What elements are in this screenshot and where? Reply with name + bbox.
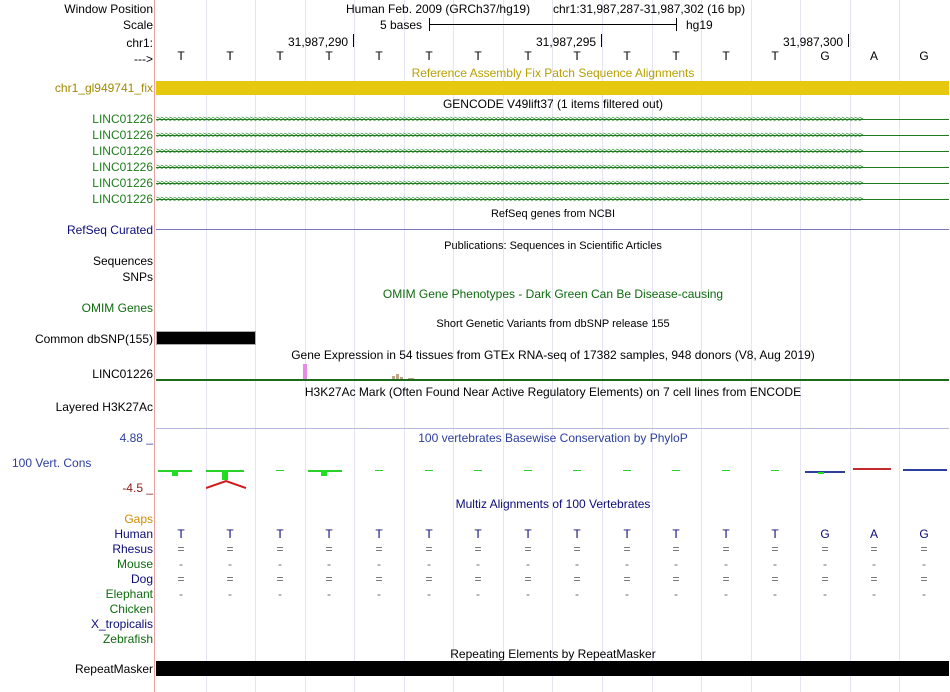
multiz-base: - xyxy=(872,587,876,601)
coord-label: 31,987,300 xyxy=(783,35,844,49)
h3k27ac-label[interactable]: Layered H3K27Ac xyxy=(55,400,153,414)
multiz-base: = xyxy=(226,542,234,556)
base-letter: T xyxy=(177,49,185,63)
multiz-base: - xyxy=(327,587,331,601)
multiz-base: - xyxy=(823,587,827,601)
gencode-strand-chevrons: >>>>>>>>>>>>>>>>>>>>>>>>>>>>>>>>>>>>>>>>>>>>>>>>>>>>>>>>>>>>>>>>>>>>>>>>>>>>>>>>>>>>>>>>>>>>>>>>>>>>>>>>>>>>>>>>>>>>>>>>>>>>>>>>>>>>>>>>>>>>>>>>>>>>>>>>>>>>>>>>>>>>>> xyxy=(156,115,863,124)
gencode-gene-label[interactable]: LINC01226 xyxy=(92,144,153,158)
base-letter: T xyxy=(474,49,482,63)
base-letter: T xyxy=(573,49,581,63)
multiz-base: = xyxy=(325,572,333,586)
coord-label: 31,987,295 xyxy=(536,35,597,49)
h3k27ac-title[interactable]: H3K27Ac Mark (Often Found Near Active Regulatory Elements) on 7 cell lines from ENCODE xyxy=(304,385,802,399)
multiz-base: - xyxy=(625,557,629,571)
phylop-baseline-dash xyxy=(474,470,482,471)
multiz-base: = xyxy=(524,542,532,556)
multiz-species-label[interactable]: Rhesus xyxy=(112,542,153,556)
base-letter: G xyxy=(919,49,929,63)
multiz-base: = xyxy=(573,542,581,556)
multiz-base: = xyxy=(920,542,928,556)
base-letter: T xyxy=(524,49,532,63)
gencode-gene-label[interactable]: LINC01226 xyxy=(92,160,153,174)
multiz-base: - xyxy=(377,557,381,571)
multiz-base: = xyxy=(276,542,284,556)
multiz-base: - xyxy=(872,557,876,571)
repeatmasker-label[interactable]: RepeatMasker xyxy=(74,662,153,676)
base-letter: T xyxy=(771,49,779,63)
gtex-gene-line xyxy=(156,379,949,381)
multiz-base: - xyxy=(228,587,232,601)
publications-label[interactable]: SNPs xyxy=(122,270,153,284)
multiz-base: = xyxy=(821,572,829,586)
multiz-base: - xyxy=(575,557,579,571)
position-readout: chr1:31,987,287-31,987,302 (16 bp) xyxy=(553,2,746,16)
gencode-gene-label[interactable]: LINC01226 xyxy=(92,128,153,142)
label-divider xyxy=(154,0,155,692)
phylop-negative-bar xyxy=(903,469,947,471)
multiz-species-label[interactable]: Zebrafish xyxy=(102,632,153,646)
multiz-base: T xyxy=(425,527,433,541)
multiz-species-label[interactable]: X_tropicalis xyxy=(90,617,153,631)
gencode-strand-chevrons: >>>>>>>>>>>>>>>>>>>>>>>>>>>>>>>>>>>>>>>>>>>>>>>>>>>>>>>>>>>>>>>>>>>>>>>>>>>>>>>>>>>>>>>>>>>>>>>>>>>>>>>>>>>>>>>>>>>>>>>>>>>>>>>>>>>>>>>>>>>>>>>>>>>>>>>>>>>>>>>>>>>>>> xyxy=(156,179,863,188)
phylop-baseline-dash xyxy=(771,470,779,471)
assembly-title: Human Feb. 2009 (GRCh37/hg19) xyxy=(346,2,531,16)
gtex-label[interactable]: LINC01226 xyxy=(92,367,153,381)
phylop-label[interactable]: 100 Vert. Cons xyxy=(12,456,92,470)
multiz-base: T xyxy=(276,527,284,541)
multiz-base: = xyxy=(920,572,928,586)
gencode-gene-label[interactable]: LINC01226 xyxy=(92,192,153,206)
phylop-negative-bar xyxy=(818,472,824,474)
multiz-base: = xyxy=(623,572,631,586)
multiz-base: = xyxy=(425,542,433,556)
phylop-baseline-dash xyxy=(425,470,433,471)
publications-title[interactable]: Publications: Sequences in Scientific Articles xyxy=(444,240,662,252)
dbsnp-title[interactable]: Short Genetic Variants from dbSNP release 155 xyxy=(436,318,670,330)
multiz-base: = xyxy=(821,542,829,556)
multiz-base: - xyxy=(773,587,777,601)
multiz-base: = xyxy=(375,572,383,586)
multiz-base: = xyxy=(177,542,185,556)
multiz-base: - xyxy=(476,587,480,601)
multiz-base: T xyxy=(375,527,383,541)
multiz-base: - xyxy=(278,587,282,601)
phylop-positive-bar xyxy=(321,470,327,476)
multiz-base: = xyxy=(623,542,631,556)
multiz-base: = xyxy=(276,572,284,586)
multiz-base: - xyxy=(228,557,232,571)
multiz-base: - xyxy=(773,557,777,571)
multiz-base: = xyxy=(870,542,878,556)
multiz-base: - xyxy=(625,587,629,601)
multiz-base: A xyxy=(869,527,878,541)
multiz-base: - xyxy=(922,587,926,601)
phylop-baseline-dash xyxy=(375,470,383,471)
multiz-base: - xyxy=(476,557,480,571)
omim-label[interactable]: OMIM Genes xyxy=(81,301,153,315)
base-letter: T xyxy=(722,49,730,63)
multiz-base: G xyxy=(919,527,929,541)
multiz-base: - xyxy=(823,557,827,571)
refseq-line xyxy=(156,229,949,230)
scale-label: Scale xyxy=(122,18,153,32)
multiz-base: = xyxy=(325,542,333,556)
gencode-gene-label[interactable]: LINC01226 xyxy=(92,112,153,126)
multiz-base: = xyxy=(425,572,433,586)
multiz-base: T xyxy=(722,527,730,541)
multiz-base: = xyxy=(722,572,730,586)
chrom-label: chr1: xyxy=(126,36,153,50)
base-letter: A xyxy=(869,49,878,63)
multiz-base: T xyxy=(573,527,581,541)
base-letter: T xyxy=(375,49,383,63)
base-letter: T xyxy=(672,49,680,63)
phylop-baseline-dash xyxy=(623,470,631,471)
multiz-base: = xyxy=(226,572,234,586)
refseq-title[interactable]: RefSeq genes from NCBI xyxy=(490,208,616,220)
multiz-gaps-label[interactable]: Gaps xyxy=(124,512,153,526)
repeatmasker-bar[interactable] xyxy=(156,661,949,676)
multiz-base: = xyxy=(722,542,730,556)
repeatmasker-title[interactable]: Repeating Elements by RepeatMasker xyxy=(450,647,656,661)
coord-label: 31,987,290 xyxy=(288,35,349,49)
multiz-species-label[interactable]: Elephant xyxy=(105,587,153,601)
fix-patch-label[interactable]: chr1_gl949741_fix xyxy=(54,81,153,95)
multiz-species-label[interactable]: Mouse xyxy=(116,557,153,571)
coord-tick xyxy=(848,34,849,47)
multiz-base: = xyxy=(375,542,383,556)
base-letter: T xyxy=(276,49,284,63)
multiz-species-label[interactable]: Human xyxy=(114,527,153,541)
scale-text: 5 bases xyxy=(380,18,423,32)
multiz-base: T xyxy=(177,527,185,541)
gencode-gene-label[interactable]: LINC01226 xyxy=(92,176,153,190)
multiz-base: = xyxy=(771,572,779,586)
scale-db: hg19 xyxy=(686,18,713,32)
gencode-strand-chevrons: >>>>>>>>>>>>>>>>>>>>>>>>>>>>>>>>>>>>>>>>>>>>>>>>>>>>>>>>>>>>>>>>>>>>>>>>>>>>>>>>>>>>>>>>>>>>>>>>>>>>>>>>>>>>>>>>>>>>>>>>>>>>>>>>>>>>>>>>>>>>>>>>>>>>>>>>>>>>>>>>>>>>>> xyxy=(156,195,863,204)
multiz-base: - xyxy=(724,587,728,601)
scale-bar xyxy=(429,24,677,25)
base-letter: T xyxy=(425,49,433,63)
scale-bar-right-tick xyxy=(676,18,677,31)
gencode-strand-chevrons: >>>>>>>>>>>>>>>>>>>>>>>>>>>>>>>>>>>>>>>>>>>>>>>>>>>>>>>>>>>>>>>>>>>>>>>>>>>>>>>>>>>>>>>>>>>>>>>>>>>>>>>>>>>>>>>>>>>>>>>>>>>>>>>>>>>>>>>>>>>>>>>>>>>>>>>>>>>>>>>>>>>>>> xyxy=(156,163,863,172)
multiz-base: T xyxy=(771,527,779,541)
multiz-base: = xyxy=(474,542,482,556)
omim-title[interactable]: OMIM Gene Phenotypes - Dark Green Can Be Disease-causing xyxy=(382,287,724,301)
phylop-positive-bar xyxy=(172,470,178,476)
phylop-baseline-dash xyxy=(276,470,284,471)
multiz-base: - xyxy=(327,557,331,571)
multiz-title[interactable]: Multiz Alignments of 100 Vertebrates xyxy=(455,497,651,511)
base-letter: T xyxy=(325,49,333,63)
base-letter: T xyxy=(623,49,631,63)
multiz-base: T xyxy=(672,527,680,541)
gencode-strand-chevrons: >>>>>>>>>>>>>>>>>>>>>>>>>>>>>>>>>>>>>>>>>>>>>>>>>>>>>>>>>>>>>>>>>>>>>>>>>>>>>>>>>>>>>>>>>>>>>>>>>>>>>>>>>>>>>>>>>>>>>>>>>>>>>>>>>>>>>>>>>>>>>>>>>>>>>>>>>>>>>>>>>>>>>> xyxy=(156,147,863,156)
multiz-base: = xyxy=(573,572,581,586)
base-letter: G xyxy=(820,49,830,63)
multiz-base: = xyxy=(524,572,532,586)
multiz-base: - xyxy=(179,557,183,571)
multiz-base: - xyxy=(575,587,579,601)
h3k27ac-baseline xyxy=(156,428,949,429)
multiz-base: T xyxy=(325,527,333,541)
multiz-base: - xyxy=(526,557,530,571)
gencode-strand-chevrons: >>>>>>>>>>>>>>>>>>>>>>>>>>>>>>>>>>>>>>>>>>>>>>>>>>>>>>>>>>>>>>>>>>>>>>>>>>>>>>>>>>>>>>>>>>>>>>>>>>>>>>>>>>>>>>>>>>>>>>>>>>>>>>>>>>>>>>>>>>>>>>>>>>>>>>>>>>>>>>>>>>>>>> xyxy=(156,131,863,140)
multiz-base: - xyxy=(526,587,530,601)
gencode-title[interactable]: GENCODE V49lift37 (1 items filtered out) xyxy=(442,97,664,111)
multiz-base: - xyxy=(377,587,381,601)
multiz-species-label[interactable]: Chicken xyxy=(109,602,153,616)
multiz-base: - xyxy=(674,587,678,601)
multiz-base: = xyxy=(177,572,185,586)
multiz-base: = xyxy=(771,542,779,556)
multiz-base: T xyxy=(524,527,532,541)
dbsnp-label[interactable]: Common dbSNP(155) xyxy=(34,332,153,346)
multiz-base: - xyxy=(427,557,431,571)
multiz-base: - xyxy=(724,557,728,571)
multiz-base: - xyxy=(674,557,678,571)
coord-tick xyxy=(353,34,354,47)
multiz-base: G xyxy=(820,527,830,541)
multiz-base: = xyxy=(870,572,878,586)
gtex-title[interactable]: Gene Expression in 54 tissues from GTEx RNA-seq of 17382 samples, 948 donors (V8, Aug 2019) xyxy=(291,348,815,362)
multiz-base: - xyxy=(922,557,926,571)
coord-tick xyxy=(601,34,602,47)
phylop-negative-bar xyxy=(853,468,891,470)
window-position-label: Window Position xyxy=(64,2,153,16)
base-letter: T xyxy=(226,49,234,63)
gtex-bar[interactable] xyxy=(303,364,307,379)
multiz-base: = xyxy=(672,542,680,556)
phylop-negative-peak xyxy=(206,478,246,490)
fix-patch-title[interactable]: Reference Assembly Fix Patch Sequence Alignments xyxy=(411,66,695,80)
phylop-baseline-dash xyxy=(672,470,680,471)
multiz-base: T xyxy=(474,527,482,541)
multiz-base: = xyxy=(672,572,680,586)
fix-patch-bar[interactable] xyxy=(156,81,949,95)
strand-label: ---> xyxy=(134,52,153,66)
multiz-base: - xyxy=(278,557,282,571)
phylop-negative-bar xyxy=(805,471,845,473)
phylop-baseline-dash xyxy=(524,470,532,471)
multiz-base: T xyxy=(623,527,631,541)
publications-label[interactable]: Sequences xyxy=(92,254,153,268)
multiz-species-label[interactable]: Dog xyxy=(130,572,153,586)
phylop-min-label: -4.5 _ xyxy=(122,481,153,495)
dbsnp-variant-bar[interactable] xyxy=(156,331,256,345)
phylop-max-label: 4.88 _ xyxy=(119,431,153,445)
phylop-title[interactable]: 100 vertebrates Basewise Conservation by PhyloP xyxy=(418,431,688,445)
multiz-base: T xyxy=(226,527,234,541)
refseq-label[interactable]: RefSeq Curated xyxy=(66,223,153,237)
multiz-base: - xyxy=(427,587,431,601)
multiz-base: = xyxy=(474,572,482,586)
scale-bar-left-tick xyxy=(429,18,430,31)
multiz-base: - xyxy=(179,587,183,601)
phylop-baseline-dash xyxy=(722,470,730,471)
phylop-baseline-dash xyxy=(573,470,581,471)
